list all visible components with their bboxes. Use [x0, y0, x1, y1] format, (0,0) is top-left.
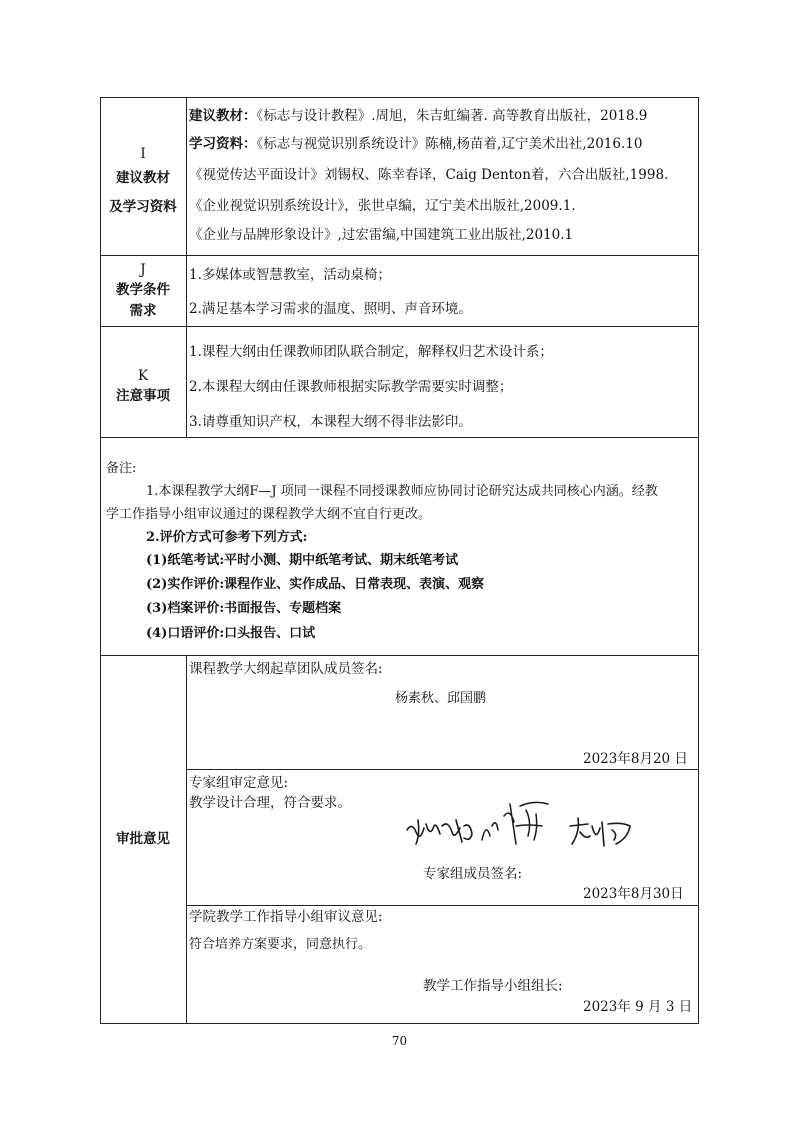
row-divider [100, 655, 699, 656]
remarks-line: (2)实作评价:课程作业、实作成品、日常表现、表演、观察 [146, 577, 485, 592]
cell-divider [186, 769, 699, 770]
section-j-letter: J [140, 262, 146, 278]
reference-item: 《企业视觉识别系统设计》，张世卓编，辽宁美术出版社,2009.1. [189, 198, 576, 214]
handwritten-signature [404, 814, 476, 848]
reference-item: 《视觉传达平面设计》刘锡权、陈幸春译，Caig Denton着，六合出版社,1998. [189, 167, 669, 183]
handwritten-signature [476, 796, 556, 850]
handwritten-signature [566, 814, 636, 850]
drafting-title: 课程教学大纲起草团队成员签名: [189, 661, 383, 677]
note-item: 3.请尊重知识产权，本课程大纲不得非法影印。 [189, 414, 472, 430]
section-k-letter: K [137, 368, 149, 384]
section-j-label: 需求 [129, 303, 157, 319]
note-item: 1.课程大纲由任课教师团队联合制定，解释权归艺术设计系； [189, 344, 553, 360]
section-i-label: 及学习资料 [109, 199, 177, 215]
remarks-line: (4)口语评价:口头报告、口试 [146, 626, 316, 641]
textbook-label: 建议教材： [189, 108, 257, 124]
textbook-text: 《标志与设计教程》.周旭，朱吉虹编著. 高等教育出版社，2018.9 [256, 108, 648, 124]
row-divider [100, 255, 699, 256]
expert-opinion: 教学设计合理，符合要求。 [189, 795, 351, 811]
college-title: 学院教学工作指导小组审议意见: [189, 909, 383, 925]
condition-item: 1.多媒体或智慧教室，活动桌椅； [189, 267, 391, 283]
expert-title: 专家组审定意见: [189, 775, 289, 791]
row-divider [100, 326, 699, 327]
material-label: 学习资料： [189, 136, 257, 152]
drafting-date: 2023年8月20 日 [583, 751, 688, 767]
expert-date: 2023年8月30日 [583, 886, 684, 902]
cell-divider [186, 905, 699, 906]
approval-label: 审批意见 [116, 831, 170, 847]
condition-item: 2.满足基本学习需求的温度、照明、声音环境。 [189, 301, 472, 317]
section-i-label: 建议教材 [116, 170, 170, 186]
remarks-title: 备注: [106, 461, 137, 476]
column-divider [186, 655, 187, 1024]
remarks-line: 1.本课程教学大纲F—J 项同一课程不同授课教师应协同讨论研究达成共同核心内涵。经教 [146, 484, 658, 499]
expert-sign-label: 专家组成员签名: [423, 866, 523, 882]
remarks-line: 2.评价方式可参考下列方式: [146, 530, 308, 545]
textbook-line [189, 108, 647, 124]
remarks-line: 学工作指导小组审议通过的课程教学大纲不宜自行更改。 [106, 507, 432, 522]
college-sign-label: 教学工作指导小组组长: [423, 978, 563, 994]
section-k-label: 注意事项 [116, 388, 170, 404]
college-date: 2023年 9 月 3 日 [583, 999, 693, 1015]
material-text: 《标志与视觉识别系统设计》陈楠,杨苗着,辽宁美术出社,2016.10 [256, 136, 643, 152]
drafting-members: 杨素秋、邱国鹏 [395, 691, 487, 706]
column-divider [186, 97, 187, 437]
reference-item: 《企业与品牌形象设计》,过宏雷编,中国建筑工业出版社,2010.1 [189, 227, 574, 243]
college-opinion: 符合培养方案要求，同意执行。 [189, 937, 372, 952]
remarks-line: (1)纸笔考试:平时小测、期中纸笔考试、期末纸笔考试 [146, 553, 459, 568]
row-divider [100, 437, 699, 438]
page-number: 70 [391, 1034, 408, 1048]
note-item: 2.本课程大纲由任课教师根据实际教学需要实时调整； [189, 379, 513, 395]
section-i-letter: I [140, 146, 146, 162]
remarks-line: (3)档案评价:书面报告、专题档案 [146, 601, 342, 616]
section-j-label: 教学条件 [116, 282, 170, 298]
material-line [189, 136, 642, 152]
